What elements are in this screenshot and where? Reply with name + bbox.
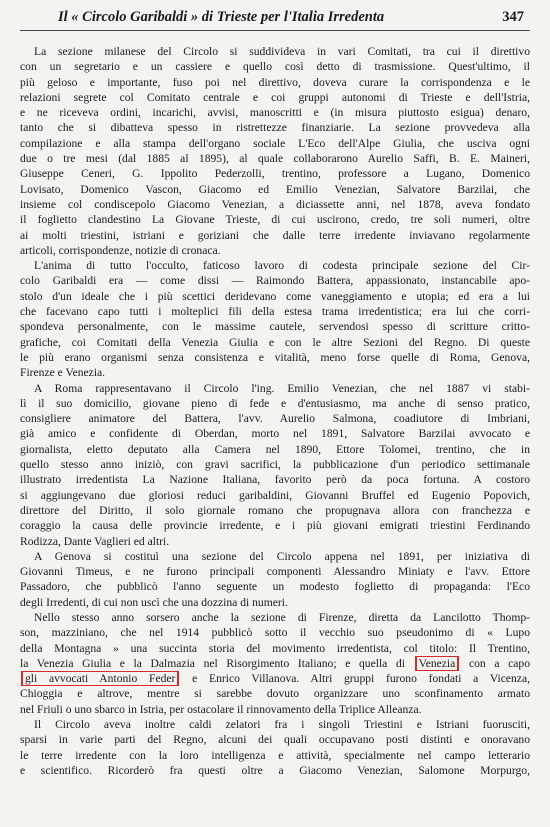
text-line: grafiche, coi Comitati della Venezia Giulia e con le altre Sezioni del Regno. Di queste	[20, 335, 530, 349]
text-line: A Genova si costituì una sezione del Circolo appena nel 1891, per iniziativa di	[34, 549, 530, 563]
text-line: illustrato irredentista La Nazione Italiana, favorito però da poca fortuna. A costoro	[20, 473, 530, 487]
text-line: Lovisato, Domenico Vascon, Giacomo ed Emilio Venezian, Salvatore Barzilai, che	[20, 182, 530, 196]
text-line: colo Garibaldi era — come dissi — Raimondo Battera, appassionato, instancabile apo-	[20, 274, 530, 288]
highlight-box-venezia: Venezia	[415, 656, 460, 671]
text-line-highlight-venezia: la Venezia Giulia e la Dalmazia nel Risorgimento Italiano; e quella di Venezia con a capo	[20, 656, 530, 670]
text-line: già amico e confidente di Oberdan, morto nel 1891, Salvatore Barzilai avvocato e	[20, 427, 530, 441]
text-line: si aggiungevano due gloriosi reduci garibaldini, Giovanni Bruffel ed Eugenio Popovich,	[20, 488, 530, 502]
paragraph	[20, 549, 530, 610]
text-line: e ne riceveva ordini, incarichi, avvisi, manoscritti e (in misura piuttosto esigua) denaro,	[20, 106, 530, 120]
text-line: consigliere animatore del Battera, l'avv. Aurelio Salmona, coadiutore di Imbriani,	[20, 412, 530, 426]
text-line: tanto che si dibatteva spesso in ristrettezze finanziarie. La sezione provvedeva alla	[20, 121, 530, 135]
text-line: stolo d'un ideale che i più scettici deridevano come vaneggiamento e utopia; ed era a lui	[20, 289, 530, 303]
text-line: La sezione milanese del Circolo si suddivideva in vari Comitati, tra cui il direttivo	[34, 45, 530, 58]
text-line: ai molti triestini, istriani e goriziani che dalle terre irredente inviavano regolarmente	[20, 228, 530, 242]
text-line: quello stesso anno iniziò, con gravi sacrifici, la pubblicazione d'un periodico settimanale	[20, 458, 530, 472]
text-line: articoli, corrispondenze, notizie di cronaca.	[20, 243, 221, 257]
text-line: L'anima di tutto l'occulto, faticoso lavoro di codesta principale sezione del Cir-	[34, 259, 530, 273]
text-line: il foglietto clandestino La Giovane Trieste, di cui uscirono, credo, tre soli numeri, oltre	[20, 213, 530, 227]
text-line: Chioggia e altrove, mentre si sarebbe dovuto organizzare uno sconfinamento armato	[20, 687, 530, 701]
header-rule	[20, 30, 530, 31]
text-line-highlight-feder: gli avvocati Antonio Feder e Enrico Villanova. Altri gruppi furono fondati a Vicenza,	[20, 671, 530, 686]
text-line: Rodizza, Dante Vaglieri ed altri.	[20, 534, 170, 548]
text-line: e scientifico. Ricorderò fra questi oltre a Giacomo Venezian, Salomone Morpurgo,	[20, 763, 530, 777]
text-line: degli Irredenti, di cui non uscì che una dozzina di numeri.	[20, 595, 288, 609]
running-header	[58, 9, 524, 29]
text-line: nel Friuli o uno sbarco in Istria, per ostacolare il rinnovamento della Triplice Alleanza.	[20, 702, 422, 716]
text-line: Giuseppe Ceneri, G. Ippolito Pederzolli, trentino, professore a Lugano, Domenico	[20, 167, 530, 181]
highlight-box-avvocati: gli avvocati Antonio Feder	[21, 671, 179, 686]
text-line: che facevano capo tutti i molteplici fili della estesa trama irredentistica; era lui che corri-	[20, 305, 530, 319]
paragraph	[20, 610, 530, 656]
paragraph	[20, 44, 530, 258]
text-line: relazioni segrete col Comitato centrale e coi gruppi autonomi di Trieste e dell'Istria,	[20, 90, 530, 104]
text-line: le terre irredente con la loro intelligenza e attività, specialmente nel campo letterario	[20, 748, 530, 762]
text-line: Il Circolo aveva inoltre caldi zelatori fra i singoli Triestini e Istriani fuorusciti,	[34, 718, 530, 732]
text-line: insieme col condiscepolo Giacomo Venezian, a diciassette anni, nel 1878, aveva fondato	[20, 197, 530, 211]
text-line: son, mazziniano, che nel 1914 pubblicò sotto il vecchio suo pseudonimo di « Lupo	[20, 626, 530, 640]
paragraph	[20, 258, 530, 380]
text-line: della Montagna » una succinta storia del movimento irredentista, col titolo: Il Trentino,	[20, 641, 530, 655]
text-line: Giovanni Timeus, e ne furono principali componenti Alessandro Miniaty e l'avv. Ettore	[20, 565, 530, 579]
body-text	[20, 44, 530, 778]
text-line: giornalista, eletto deputato alla Camera nel 1890, Ettore Tolomei, trentino, che in	[20, 442, 530, 456]
text-line: due o tre mesi (dal 1885 al 1895), al quale collaborarono Aurelio Saffi, B. E. Maineri,	[20, 152, 530, 166]
text-line: con un segretario e un cassiere e quello così detto di trasmissione. Quest'ultimo, il	[20, 60, 530, 74]
running-title: Il « Circolo Garibaldi » di Trieste per l'Italia Irredenta	[58, 9, 385, 25]
text-line: più geloso e importante, fuso poi nel direttivo, doveva curare la corrispondenza e le	[20, 75, 530, 89]
text-line: sparsi in varie parti del Regno, alcuni dei quali occupavano posti distinti e onoravano	[20, 733, 530, 747]
text-line: Passadoro, che pubblicò l'anno seguente un modesto foglietto di propaganda: l'Eco	[20, 580, 530, 594]
text-line: compilazione e alla stampa dell'organo sociale L'Eco dell'Alpe Giulia, che usciva ogni	[20, 136, 530, 150]
text-line: le più erano organismi senza consistenza e vitalità, meno forse quelle di Roma, Genova,	[20, 350, 530, 364]
page-number: 347	[502, 9, 524, 25]
text-line: lì il suo domicilio, giovane pieno di fede e d'entusiasmo, ma anche di senso pratico,	[20, 396, 530, 410]
text-line: Firenze e Venezia.	[20, 366, 106, 380]
text-line: direttore del Diritto, il solo giornale romano che propugnava allora con franchezza e	[20, 503, 530, 517]
text-line: spondeva personalmente, con le massime cautele, servendosi spesso di scritture critto-	[20, 320, 530, 334]
text-line: A Roma rappresentavano il Circolo l'ing. Emilio Venezian, che nel 1887 vi stabi-	[34, 381, 530, 395]
text-line: Nello stesso anno sorsero anche la sezione di Firenze, diretta da Lancilotto Thomp-	[34, 610, 530, 624]
text-line: coraggio la causa delle provincie irredente, e i più giovani emigrati triestini Ferdinando	[20, 519, 530, 533]
paragraph	[20, 381, 530, 549]
